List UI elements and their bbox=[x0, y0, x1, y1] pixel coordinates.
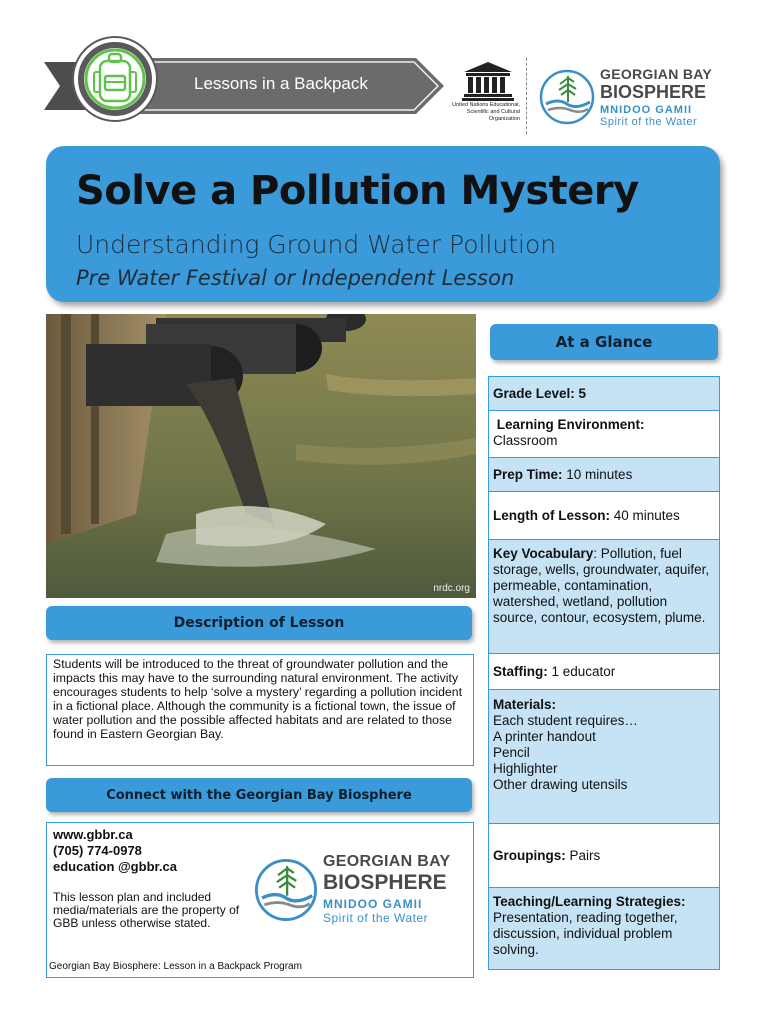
materials-item: Each student requires… bbox=[493, 713, 638, 728]
glance-table bbox=[488, 376, 720, 970]
vocabulary-value: : Pollution, fuel storage, wells, groundwater, aquifer, permeable, contamination, watershed, wetland, pollution source, contour, ecosystem, plume. bbox=[493, 546, 710, 625]
staffing-value: 1 educator bbox=[547, 663, 616, 679]
email-address[interactable]: education @gbbr.ca bbox=[53, 859, 177, 874]
grade-label: Grade Level: 5 bbox=[493, 385, 587, 401]
gbb-emblem-icon bbox=[253, 857, 319, 923]
website-link[interactable]: www.gbbr.ca bbox=[53, 827, 133, 842]
strategies-row bbox=[488, 888, 720, 970]
materials-row bbox=[488, 690, 720, 824]
description-box bbox=[46, 654, 474, 766]
glance-heading bbox=[490, 324, 718, 360]
gbb-logo-contact bbox=[253, 853, 463, 929]
environment-row bbox=[488, 411, 720, 458]
materials-item: Highlighter bbox=[493, 761, 558, 776]
staffing-label: Staffing: bbox=[493, 663, 548, 679]
logo-line-1: GEORGIAN BAY bbox=[323, 853, 451, 870]
prep-value: 10 minutes bbox=[562, 466, 633, 482]
unesco-temple-icon bbox=[440, 60, 520, 102]
logo-line-4: Spirit of the Water bbox=[323, 911, 429, 925]
unesco-name: United Nations Educational, Scientific and Cultural Organization bbox=[452, 102, 520, 122]
connect-heading bbox=[46, 778, 472, 812]
gbb-logo-header bbox=[538, 66, 728, 130]
prep-row bbox=[488, 458, 720, 492]
unesco-logo bbox=[440, 60, 520, 132]
strategies-value: Presentation, reading together, discussion, individual problem solving. bbox=[493, 910, 678, 957]
groupings-label: Groupings: bbox=[493, 847, 566, 863]
vocabulary-row bbox=[488, 540, 720, 654]
logo-line-2: BIOSPHERE bbox=[323, 871, 447, 894]
description-text: Students will be introduced to the threat of groundwater pollution and the impacts this may have to the surrounding natural environment. The activity encourages students to help ‘solve a mystery’ regarding a pollution incident in a fictional place. Although the community is a fictional town, the issue of water pollution and the possible affected habitats and are related to those found in Eastern Georgian Bay. bbox=[53, 657, 462, 741]
gbb-emblem-icon bbox=[538, 68, 596, 126]
title-banner bbox=[46, 146, 720, 302]
length-label: Length of Lesson: bbox=[493, 507, 610, 523]
logo-line-2: BIOSPHERE bbox=[600, 82, 707, 102]
contact-info bbox=[53, 827, 177, 875]
program-footer: Georgian Bay Biosphere: Lesson in a Backpack Program bbox=[49, 961, 302, 972]
logo-line-1: GEORGIAN BAY bbox=[600, 66, 712, 82]
program-ribbon-label: Lessons in a Backpack bbox=[194, 74, 368, 93]
contact-box bbox=[46, 822, 474, 978]
photo-credit: nrdc.org bbox=[433, 583, 470, 594]
length-value: 40 minutes bbox=[610, 507, 680, 523]
vocabulary-label: Key Vocabulary bbox=[493, 546, 594, 561]
property-note: This lesson plan and included media/materials are the property of GBB unless otherwise stated. bbox=[53, 890, 240, 930]
groupings-row bbox=[488, 824, 720, 888]
prep-label: Prep Time: bbox=[493, 466, 563, 482]
header-divider bbox=[526, 58, 527, 134]
strategies-label: Teaching/Learning Strategies: bbox=[493, 894, 686, 909]
groupings-value: Pairs bbox=[565, 847, 601, 863]
page-tagline: Pre Water Festival or Independent Lesson bbox=[76, 266, 515, 290]
staffing-row bbox=[488, 654, 720, 690]
description-heading-label: Description of Lesson bbox=[173, 615, 345, 631]
logo-line-3: MNIDOO GAMII bbox=[600, 104, 693, 116]
materials-item: Pencil bbox=[493, 745, 530, 760]
description-heading bbox=[46, 606, 472, 640]
materials-label: Materials: bbox=[493, 697, 557, 712]
environment-label: Learning Environment: bbox=[496, 417, 645, 432]
page-subtitle: Understanding Ground Water Pollution bbox=[76, 230, 557, 259]
page-title: Solve a Pollution Mystery bbox=[76, 168, 639, 214]
grade-row bbox=[488, 376, 720, 411]
materials-item: Other drawing utensils bbox=[493, 777, 628, 792]
logo-line-3: MNIDOO GAMII bbox=[323, 897, 423, 911]
connect-heading-label: Connect with the Georgian Bay Biosphere bbox=[106, 787, 412, 803]
pollution-pipe-photo bbox=[46, 314, 476, 598]
environment-value: Classroom bbox=[493, 433, 558, 448]
length-row bbox=[488, 492, 720, 540]
glance-heading-label: At a Glance bbox=[555, 333, 653, 351]
backpack-icon bbox=[74, 38, 156, 120]
logo-line-4: Spirit of the Water bbox=[600, 116, 698, 128]
phone-number: (705) 774-0978 bbox=[53, 843, 142, 858]
materials-item: A printer handout bbox=[493, 729, 596, 744]
